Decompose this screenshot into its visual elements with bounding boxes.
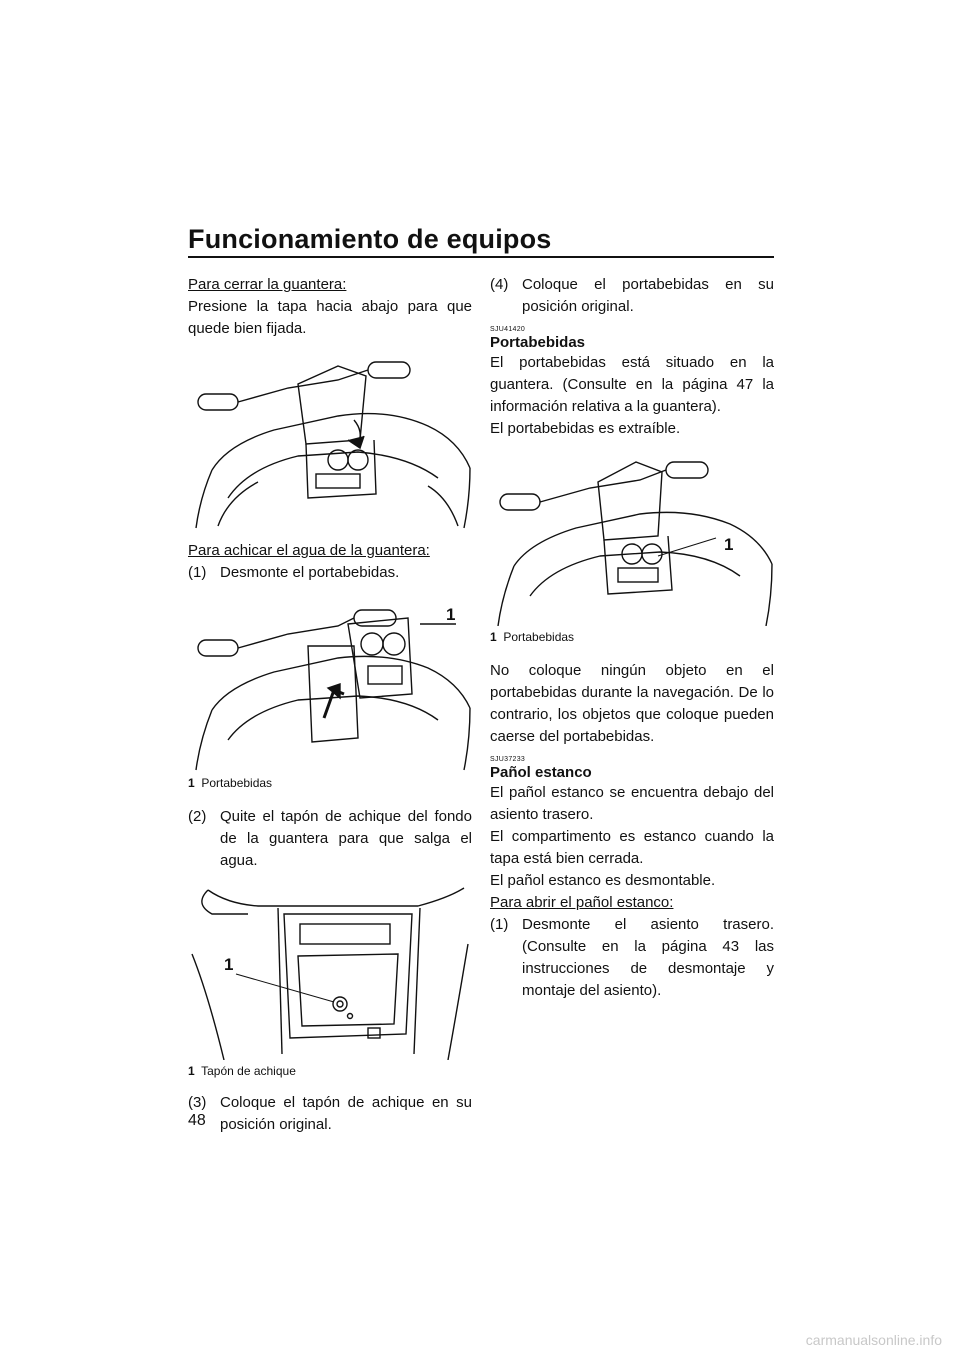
close-text: Presione la tapa hacia abajo para que quede bien fijada. [188, 298, 472, 337]
fig4-callout: 1 [724, 535, 734, 554]
step-1-text: Desmonte el portabebidas. [220, 564, 400, 581]
figure-4 [490, 450, 774, 626]
illustration-glovebox-closing [188, 348, 472, 532]
fig3-caption-number: 1 [188, 1064, 195, 1078]
step-r1-text: Desmonte el asiento trasero. (Consulte en la página 43 las instrucciones de desmontaje y montaje del asiento). [522, 916, 774, 999]
section-code-2: SJU37233 [490, 756, 526, 763]
step-2 [188, 806, 472, 872]
fig3-caption-text: Tapón de achique [201, 1064, 296, 1078]
step-4-number: (4) [490, 276, 509, 293]
heading-panol-estanco: Pañol estanco [490, 764, 592, 781]
step-2-number: (2) [188, 808, 207, 825]
step-2-text: Quite el tapón de achique del fondo de la guantera para que salga el agua. [220, 808, 472, 869]
page-number: 48 [188, 1112, 206, 1129]
fig4-caption [490, 630, 774, 644]
step-3-text: Coloque el tapón de achique en su posición original. [220, 1094, 472, 1133]
fig4-caption-number: 1 [490, 630, 497, 644]
fig3-callout: 1 [224, 955, 234, 974]
illustration-drink-holder-removal [188, 594, 472, 772]
step-4 [490, 274, 774, 318]
heading-portabebidas: Portabebidas [490, 334, 586, 351]
fig2-callout: 1 [446, 605, 456, 624]
close-heading: Para cerrar la guantera: [188, 276, 347, 293]
fig3-caption [188, 1064, 472, 1078]
step-1-number: (1) [188, 564, 207, 581]
para-panol-2: El compartimento es estanco cuando la tapa está bien cerrada. [490, 828, 774, 867]
step-3 [188, 1092, 472, 1136]
step-r1 [490, 914, 774, 1002]
right-column [490, 274, 774, 1002]
figure-3 [188, 884, 472, 1060]
fig2-caption-text: Portabebidas [201, 776, 273, 790]
para-panol-1: El pañol estanco se encuentra debajo del asiento trasero. [490, 784, 774, 823]
page-title: Funcionamiento de equipos [188, 224, 552, 254]
step-4-text: Coloque el portabebidas en su posición original. [522, 276, 774, 315]
para-portabebidas-2: El portabebidas es extraíble. [490, 420, 681, 437]
figure-2 [188, 594, 472, 772]
step-1 [188, 562, 472, 584]
title-rule [188, 256, 774, 258]
para-portabebidas-warning: No coloque ningún objeto en el portabebidas durante la navegación. De lo contrario, los objetos que coloque pueden caerse del portabebidas. [490, 662, 774, 745]
para-portabebidas-1: El portabebidas está situado en la guantera. (Consulte en la página 47 la información relativa a la guantera). [490, 354, 774, 415]
fig4-caption-text: Portabebidas [503, 630, 575, 644]
step-r1-number: (1) [490, 916, 509, 933]
fig2-caption [188, 776, 472, 790]
watermark: carmanualsonline.info [805, 1332, 942, 1348]
open-heading: Para abrir el pañol estanco: [490, 894, 674, 911]
bail-heading: Para achicar el agua de la guantera: [188, 542, 430, 559]
fig2-caption-number: 1 [188, 776, 195, 790]
left-column [188, 274, 472, 1136]
step-3-number: (3) [188, 1094, 207, 1111]
para-panol-3: El pañol estanco es desmontable. [490, 872, 716, 889]
section-code-1: SJU41420 [490, 326, 526, 333]
